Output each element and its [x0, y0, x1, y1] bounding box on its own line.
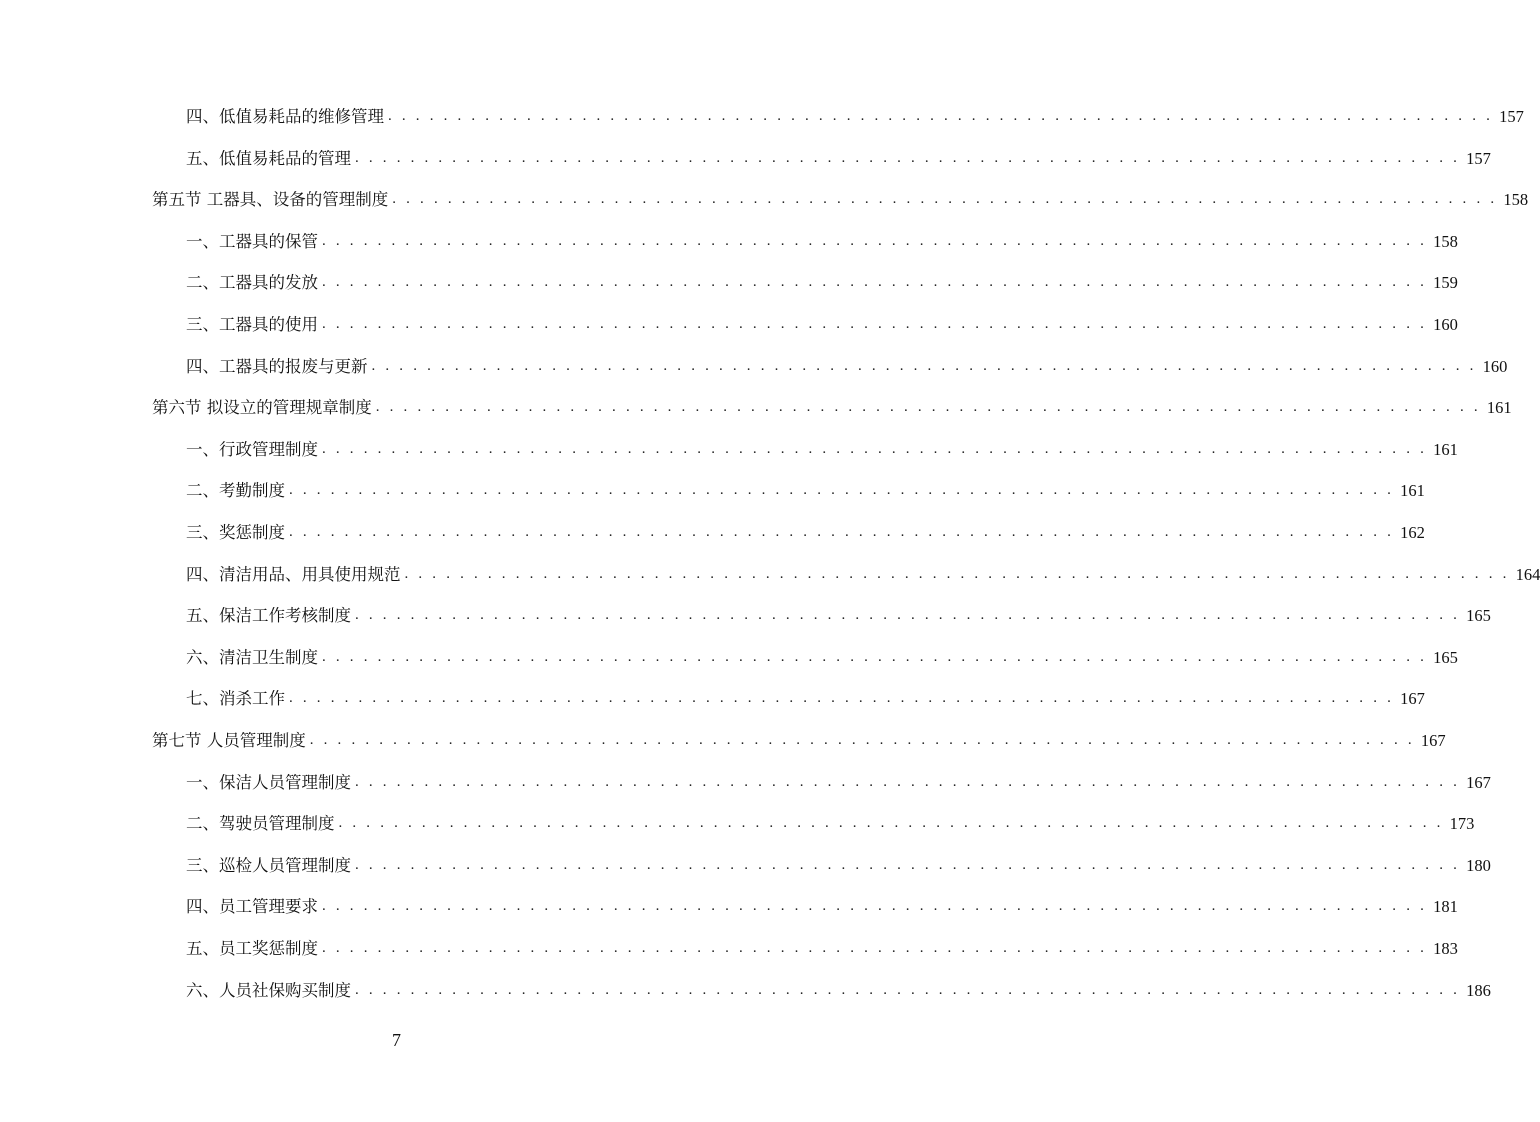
toc-dot-leader: . . . . . . . . . . . . . . . . . . . . . . . . . . . . . . . . . . . . . . . . . . . . . . . . . . . . . . . . . . . . . . . . . . . . . . . . . . . . . . . . [404, 565, 1510, 582]
toc-dot-leader: . . . . . . . . . . . . . . . . . . . . . . . . . . . . . . . . . . . . . . . . . . . . . . . . . . . . . . . . . . . . . . . . . . . . . . . . . . . . . . . . [322, 940, 1428, 956]
toc-entry-label: 二、考勤制度 [186, 481, 285, 501]
toc-subsection-entry[interactable] [186, 637, 1458, 678]
toc-entry-page-number: 161 [1400, 481, 1425, 501]
toc-entry-page-number: 165 [1433, 647, 1458, 667]
toc-dot-leader: . . . . . . . . . . . . . . . . . . . . . . . . . . . . . . . . . . . . . . . . . . . . . . . . . . . . . . . . . . . . . . . . . . . . . . . . . . . . . . . . [355, 981, 1461, 998]
toc-subsection-entry[interactable] [186, 262, 1458, 303]
toc-entry-label: 二、驾驶员管理制度 [186, 814, 335, 834]
toc-subsection-entry[interactable] [186, 470, 1425, 511]
toc-entry-label: 六、清洁卫生制度 [186, 647, 318, 667]
toc-entry-label: 三、奖惩制度 [186, 523, 285, 542]
toc-subsection-entry[interactable] [186, 138, 1491, 179]
toc-entry-page-number: 161 [1433, 439, 1458, 459]
toc-dot-leader: . . . . . . . . . . . . . . . . . . . . . . . . . . . . . . . . . . . . . . . . . . . . . . . . . . . . . . . . . . . . . . . . . . . . . . . . . . . . . . . . [289, 524, 1395, 540]
toc-entry-page-number: 158 [1433, 231, 1458, 251]
toc-subsection-entry[interactable] [186, 96, 1524, 137]
toc-dot-leader: . . . . . . . . . . . . . . . . . . . . . . . . . . . . . . . . . . . . . . . . . . . . . . . . . . . . . . . . . . . . . . . . . . . . . . . . . . . . . . . . [355, 149, 1461, 166]
toc-entry-label: 二、工器具的发放 [186, 273, 318, 293]
toc-subsection-entry[interactable] [186, 678, 1425, 719]
toc-subsection-entry[interactable] [186, 762, 1491, 803]
toc-entry-page-number: 162 [1400, 523, 1425, 542]
toc-dot-leader: . . . . . . . . . . . . . . . . . . . . . . . . . . . . . . . . . . . . . . . . . . . . . . . . . . . . . . . . . . . . . . . . . . . . . . . . . . . . . . . . [355, 607, 1461, 624]
toc-entry-label: 四、低值易耗品的维修管理 [186, 107, 384, 126]
page-number: 7 [392, 1030, 401, 1050]
toc-section-entry[interactable] [152, 179, 1529, 220]
toc-dot-leader: . . . . . . . . . . . . . . . . . . . . . . . . . . . . . . . . . . . . . . . . . . . . . . . . . . . . . . . . . . . . . . . . . . . . . . . . . . . . . . . . [392, 191, 1498, 208]
toc-entry-page-number: 161 [1486, 398, 1512, 418]
toc-entry-label: 四、工器具的报废与更新 [186, 356, 368, 376]
toc-dot-leader: . . . . . . . . . . . . . . . . . . . . . . . . . . . . . . . . . . . . . . . . . . . . . . . . . . . . . . . . . . . . . . . . . . . . . . . . . . . . . . . . [355, 773, 1461, 790]
toc-subsection-entry[interactable] [186, 429, 1458, 470]
toc-entry-label: 五、保洁工作考核制度 [186, 606, 351, 626]
toc-section-entry[interactable] [152, 720, 1446, 761]
toc-entry-label: 七、消杀工作 [186, 689, 285, 709]
toc-entry-page-number: 159 [1433, 273, 1458, 293]
toc-entry-page-number: 157 [1499, 107, 1524, 126]
toc-dot-leader: . . . . . . . . . . . . . . . . . . . . . . . . . . . . . . . . . . . . . . . . . . . . . . . . . . . . . . . . . . . . . . . . . . . . . . . . . . . . . . . . [388, 108, 1494, 124]
toc-dot-leader: . . . . . . . . . . . . . . . . . . . . . . . . . . . . . . . . . . . . . . . . . . . . . . . . . . . . . . . . . . . . . . . . . . . . . . . . . . . . . . . . [355, 856, 1461, 873]
toc-entry-label: 一、工器具的保管 [186, 231, 318, 251]
toc-entry-label: 五、低值易耗品的管理 [186, 148, 351, 168]
toc-entry-label: 一、行政管理制度 [186, 439, 318, 459]
toc-dot-leader: . . . . . . . . . . . . . . . . . . . . . . . . . . . . . . . . . . . . . . . . . . . . . . . . . . . . . . . . . . . . . . . . . . . . . . . . . . . . . . . . [309, 732, 1415, 748]
toc-dot-leader: . . . . . . . . . . . . . . . . . . . . . . . . . . . . . . . . . . . . . . . . . . . . . . . . . . . . . . . . . . . . . . . . . . . . . . . . . . . . . . . . [322, 440, 1428, 457]
toc-entry-label: 第七节 人员管理制度 [152, 731, 306, 750]
toc-entry-label: 四、清洁用品、用具使用规范 [186, 564, 401, 584]
toc-subsection-entry[interactable] [186, 512, 1425, 553]
toc-entry-label: 四、员工管理要求 [186, 897, 318, 917]
toc-subsection-entry[interactable] [186, 886, 1458, 927]
toc-entry-page-number: 173 [1449, 814, 1475, 834]
toc-subsection-entry[interactable] [186, 346, 1508, 387]
toc-entry-label: 三、工器具的使用 [186, 315, 318, 334]
toc-dot-leader: . . . . . . . . . . . . . . . . . . . . . . . . . . . . . . . . . . . . . . . . . . . . . . . . . . . . . . . . . . . . . . . . . . . . . . . . . . . . . . . . [375, 399, 1481, 416]
toc-subsection-entry[interactable] [186, 304, 1458, 345]
toc-dot-leader: . . . . . . . . . . . . . . . . . . . . . . . . . . . . . . . . . . . . . . . . . . . . . . . . . . . . . . . . . . . . . . . . . . . . . . . . . . . . . . . . [322, 316, 1428, 332]
toc-entry-label: 六、人员社保购买制度 [186, 980, 351, 1000]
toc-entry-page-number: 160 [1433, 315, 1458, 334]
toc-subsection-entry[interactable] [186, 554, 1540, 595]
toc-entry-page-number: 160 [1482, 356, 1508, 376]
toc-subsection-entry[interactable] [186, 845, 1491, 886]
toc-entry-label: 三、巡检人员管理制度 [186, 855, 351, 875]
toc-entry-label: 第五节 工器具、设备的管理制度 [152, 190, 389, 210]
toc-entry-page-number: 157 [1466, 148, 1491, 168]
toc-entry-page-number: 165 [1466, 606, 1491, 626]
toc-section-entry[interactable] [152, 387, 1512, 428]
toc-entry-label: 一、保洁人员管理制度 [186, 772, 351, 792]
toc-dot-leader: . . . . . . . . . . . . . . . . . . . . . . . . . . . . . . . . . . . . . . . . . . . . . . . . . . . . . . . . . . . . . . . . . . . . . . . . . . . . . . . . [289, 690, 1395, 707]
toc-dot-leader: . . . . . . . . . . . . . . . . . . . . . . . . . . . . . . . . . . . . . . . . . . . . . . . . . . . . . . . . . . . . . . . . . . . . . . . . . . . . . . . . [322, 898, 1428, 915]
toc-dot-leader: . . . . . . . . . . . . . . . . . . . . . . . . . . . . . . . . . . . . . . . . . . . . . . . . . . . . . . . . . . . . . . . . . . . . . . . . . . . . . . . . [371, 357, 1477, 374]
toc-subsection-entry[interactable] [186, 928, 1458, 969]
toc-subsection-entry[interactable] [186, 595, 1491, 636]
toc-entry-label: 第六节 拟设立的管理规章制度 [152, 398, 372, 418]
toc-entry-page-number: 167 [1400, 689, 1425, 709]
toc-subsection-entry[interactable] [186, 221, 1458, 262]
toc-dot-leader: . . . . . . . . . . . . . . . . . . . . . . . . . . . . . . . . . . . . . . . . . . . . . . . . . . . . . . . . . . . . . . . . . . . . . . . . . . . . . . . . [322, 648, 1428, 665]
toc-entry-page-number: 183 [1433, 939, 1458, 958]
toc-dot-leader: . . . . . . . . . . . . . . . . . . . . . . . . . . . . . . . . . . . . . . . . . . . . . . . . . . . . . . . . . . . . . . . . . . . . . . . . . . . . . . . . [322, 274, 1428, 291]
toc-subsection-entry[interactable] [186, 970, 1491, 1011]
toc-dot-leader: . . . . . . . . . . . . . . . . . . . . . . . . . . . . . . . . . . . . . . . . . . . . . . . . . . . . . . . . . . . . . . . . . . . . . . . . . . . . . . . . [322, 232, 1428, 249]
toc-entry-page-number: 180 [1466, 855, 1491, 875]
toc-entry-page-number: 181 [1433, 897, 1458, 917]
toc-entry-page-number: 164 [1515, 564, 1540, 584]
toc-entry-page-number: 167 [1420, 731, 1446, 750]
toc-subsection-entry[interactable] [186, 803, 1475, 844]
toc-entry-page-number: 186 [1466, 980, 1491, 1000]
toc-dot-leader: . . . . . . . . . . . . . . . . . . . . . . . . . . . . . . . . . . . . . . . . . . . . . . . . . . . . . . . . . . . . . . . . . . . . . . . . . . . . . . . . [338, 815, 1444, 832]
toc-entry-page-number: 167 [1466, 772, 1491, 792]
toc-entry-page-number: 158 [1503, 190, 1529, 210]
toc-dot-leader: . . . . . . . . . . . . . . . . . . . . . . . . . . . . . . . . . . . . . . . . . . . . . . . . . . . . . . . . . . . . . . . . . . . . . . . . . . . . . . . . [289, 482, 1395, 499]
toc-entry-label: 五、员工奖惩制度 [186, 939, 318, 958]
